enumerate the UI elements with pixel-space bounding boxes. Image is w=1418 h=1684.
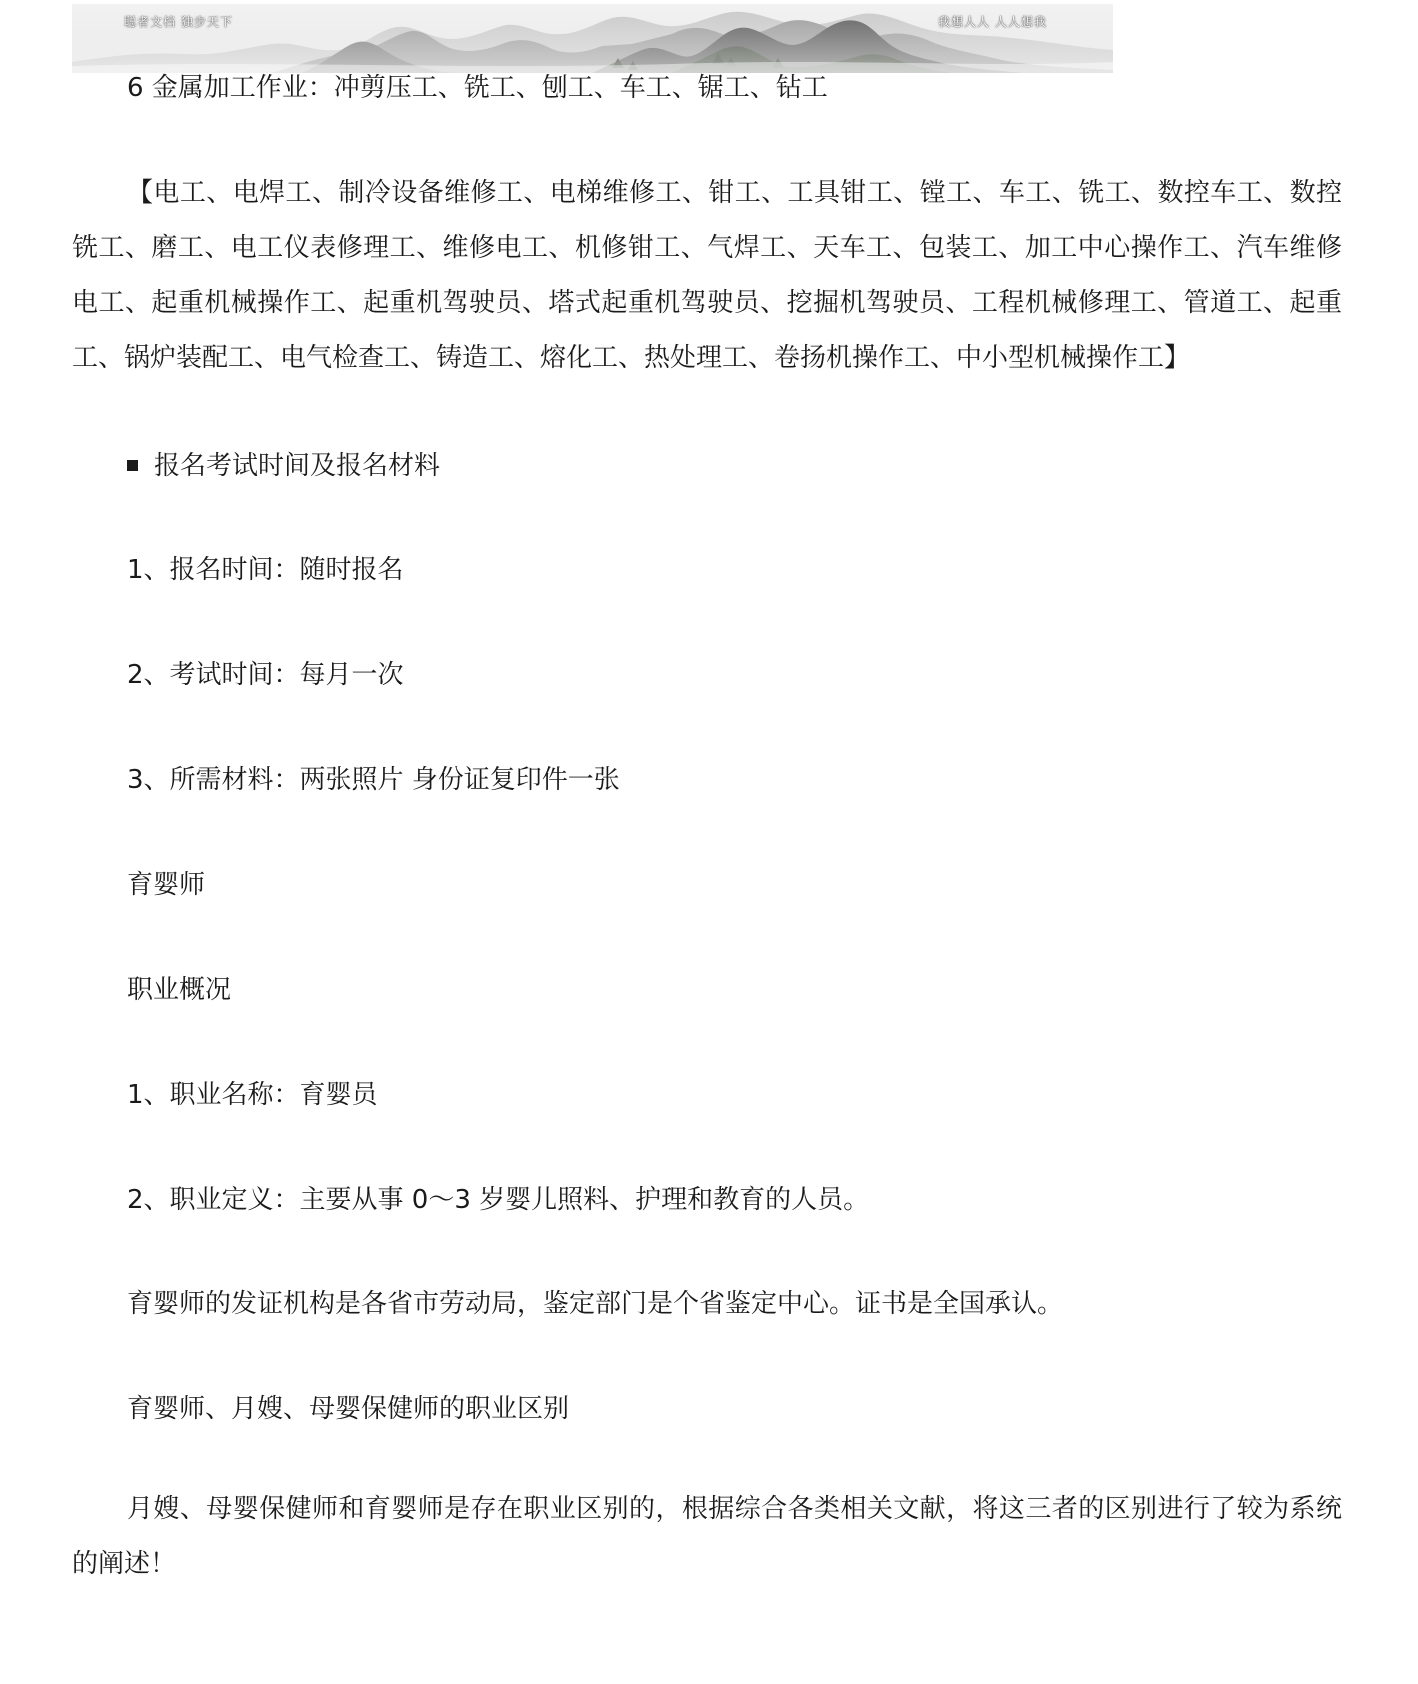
header-banner [72, 4, 1113, 73]
job-definition-line: 2、职业定义：主要从事 0～3 岁婴儿照料、护理和教育的人员。 [127, 1185, 870, 1215]
distinction-paragraph: 月嫂、母婴保健师和育婴师是存在职业区别的，根据综合各类相关文献，将这三者的区别进行了较为系统的阐述！ [72, 1494, 1342, 1579]
job-name-line: 1、职业名称：育婴员 [127, 1080, 378, 1110]
square-bullet-icon [127, 460, 138, 471]
banner-left-caption: 聪者文档 独步天下 [124, 15, 233, 29]
section-heading-text: 报名考试时间及报名材料 [154, 451, 441, 481]
distinction-heading: 育婴师、月嫂、母婴保健师的职业区别 [127, 1394, 570, 1424]
metal-processing-line: 6 金属加工作业：冲剪压工、铣工、刨工、车工、锯工、钻工 [127, 73, 828, 103]
section-heading [127, 448, 440, 484]
trades-paragraph: 【电工、电焊工、制冷设备维修工、电梯维修工、钳工、工具钳工、镗工、车工、铣工、数控车工、数控铣工、磨工、电工仪表修理工、维修电工、机修钳工、气焊工、天车工、包装工、加工中心操作工、汽车维修电工、起重机械操作工、起重机驾驶员、塔式起重机驾驶员、挖掘机驾驶员、工程机械修理工、管道工、起重工、锅炉装配工、电气检查工、铸造工、熔化工、热处理工、卷扬机操作工、中小型机械操作工】 [72, 178, 1342, 373]
overview-heading: 职业概况 [127, 975, 232, 1005]
materials-line: 3、所需材料：两张照片 身份证复印件一张 [127, 765, 620, 795]
exam-time-line: 2、考试时间：每月一次 [127, 660, 404, 690]
certification-line: 育婴师的发证机构是各省市劳动局，鉴定部门是个省鉴定中心。证书是全国承认。 [127, 1289, 1064, 1319]
nanny-title: 育婴师 [127, 870, 206, 900]
banner-right-caption: 我想人人 人人想我 [938, 15, 1047, 29]
registration-time-line: 1、报名时间：随时报名 [127, 555, 404, 585]
